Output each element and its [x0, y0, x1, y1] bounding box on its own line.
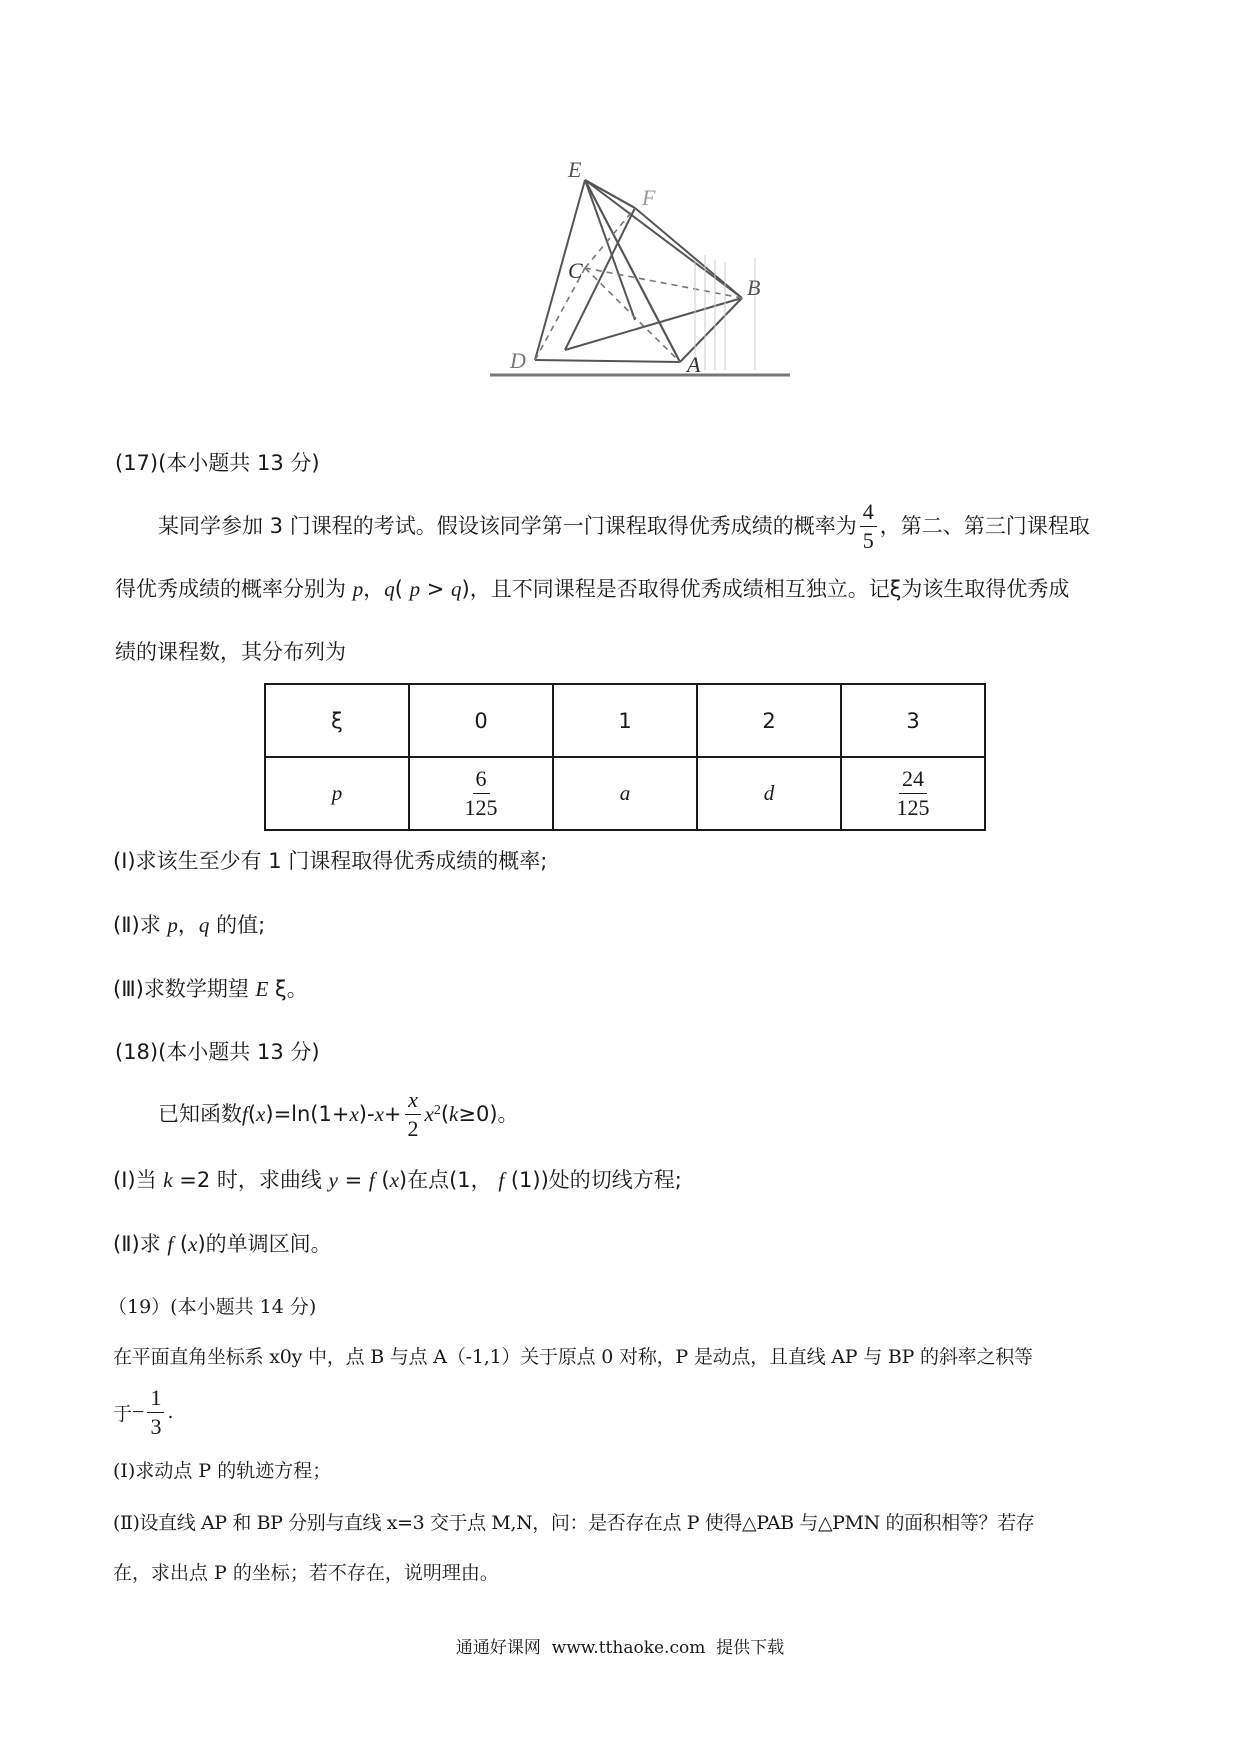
paren: (	[440, 1102, 450, 1126]
q18-part1	[113, 1165, 682, 1195]
q17-header: (17)(本小题共 13 分)	[115, 451, 320, 475]
plus: +	[383, 1102, 402, 1126]
paren: (	[394, 577, 410, 601]
t: (Ⅰ)当	[113, 1168, 164, 1192]
var-p: p	[352, 577, 364, 601]
var-p: p	[167, 913, 178, 937]
label-e: E	[568, 157, 582, 182]
q17-intro-b: ，第二、第三门课程取	[879, 514, 1090, 538]
paren: (	[247, 1102, 257, 1126]
frac-den: 2	[407, 1115, 419, 1141]
q17-line2	[115, 574, 1069, 604]
sep: ，	[363, 577, 385, 601]
table-cell: 0	[409, 684, 553, 757]
q18-given-a: 已知函数	[158, 1102, 242, 1126]
frac-num: 1	[147, 1386, 164, 1413]
exponent: 2	[433, 1103, 441, 1118]
table-cell: p	[265, 757, 409, 830]
table-cell: d	[697, 757, 841, 830]
q18-part2	[113, 1229, 332, 1259]
q17-line3: 绩的课程数，其分布列为	[115, 640, 346, 664]
label-f: F	[642, 185, 656, 210]
minus: −	[132, 1399, 145, 1424]
var-x: x	[374, 1102, 384, 1126]
t: )在点(1，	[398, 1168, 499, 1192]
q19-line2	[113, 1380, 173, 1444]
q17-part2-a: (Ⅱ)求	[113, 913, 168, 937]
fraction	[462, 767, 501, 820]
t: =	[337, 1168, 369, 1192]
q17-part3-b: ξ。	[268, 977, 308, 1001]
var-x: x	[256, 1102, 266, 1126]
var-q: q	[384, 577, 395, 601]
label-a: A	[687, 352, 701, 377]
q18-ln: )=ln(1+	[265, 1102, 350, 1126]
q18-header: (18)(本小题共 13 分)	[115, 1040, 320, 1064]
var-x: x	[349, 1102, 359, 1126]
q19-part2-line1: (Ⅱ)设直线 AP 和 BP 分别与直线 x=3 交于点 M,N，问：是否存在点 P 使得△PAB 与△PMN 的面积相等？若存	[113, 1512, 1035, 1534]
q18-fraction	[405, 1088, 422, 1141]
q17-line2-b: ，且不同课程是否取得优秀成绩相互独立。记ξ为该生取得优秀成	[469, 577, 1070, 601]
var-q: q	[451, 577, 462, 601]
t: =2 时，求曲线	[172, 1168, 329, 1192]
var-E: E	[255, 977, 269, 1001]
q17-line2-a: 得优秀成绩的概率分别为	[115, 577, 353, 601]
q17-part3	[113, 974, 308, 1004]
var-x: x	[389, 1168, 399, 1192]
minus: )-	[358, 1102, 375, 1126]
var-p: p	[409, 577, 421, 601]
var-k: k	[163, 1168, 173, 1192]
frac-num: 6	[473, 767, 490, 794]
geometry-figure	[490, 150, 810, 380]
q19-fraction	[147, 1386, 164, 1439]
q19-part1: (Ⅰ)求动点 P 的轨迹方程；	[113, 1460, 332, 1482]
t: (	[374, 1168, 390, 1192]
sep: ，	[177, 913, 199, 937]
var-f: f	[167, 1232, 174, 1256]
frac-den: 125	[896, 795, 930, 820]
q17-intro-a: 某同学参加 3 门课程的考试。假设该同学第一门课程取得优秀成绩的概率为	[158, 514, 857, 538]
label-b: B	[747, 275, 761, 300]
var-x: x	[188, 1232, 198, 1256]
q19-line1: 在平面直角坐标系 x0y 中，点 B 与点 A（-1,1）关于原点 0 对称，P 是动点，且直线 AP 与 BP 的斜率之积等	[113, 1346, 1033, 1368]
q17-part2	[113, 910, 265, 940]
q17-frac-den: 5	[862, 527, 874, 553]
var-f: f	[368, 1168, 375, 1192]
q17-part3-a: (Ⅲ)求数学期望	[113, 977, 256, 1001]
table-row	[265, 757, 985, 830]
table-cell: ξ	[265, 684, 409, 757]
t: .	[167, 1401, 174, 1423]
q17-fraction	[860, 500, 877, 553]
t: 于	[113, 1402, 133, 1425]
var-f: f	[498, 1168, 505, 1192]
fraction	[894, 767, 933, 820]
frac-num: 24	[899, 767, 927, 794]
frac-den: 125	[464, 795, 498, 820]
label-c: C	[568, 258, 583, 283]
table-cell: a	[553, 757, 697, 830]
var-q: q	[198, 913, 210, 937]
q19-header: （19）(本小题共 14 分)	[108, 1296, 317, 1318]
table-cell: 1	[553, 684, 697, 757]
table-cell: 2	[697, 684, 841, 757]
t: (1))处的切线方程;	[504, 1168, 682, 1192]
distribution-table	[264, 683, 986, 831]
frac-den: 3	[150, 1413, 162, 1439]
table-row	[265, 684, 985, 757]
q18-cond: ≥0)。	[458, 1102, 519, 1126]
q17-frac-num: 4	[860, 500, 877, 527]
var-f: f	[242, 1102, 248, 1126]
paren: )	[461, 577, 470, 601]
label-d: D	[510, 348, 526, 373]
q17-part2-b: 的值;	[209, 913, 266, 937]
q19-part2-line2: 在，求出点 P 的坐标；若不存在，说明理由。	[113, 1562, 499, 1584]
var-x: x	[424, 1102, 434, 1126]
var-y: y	[328, 1168, 338, 1192]
page-footer: 通通好课网 www.tthaoke.com 提供下载	[455, 1638, 785, 1658]
table-cell	[841, 757, 985, 830]
table-cell	[409, 757, 553, 830]
frac-num: x	[405, 1088, 421, 1115]
t: (	[173, 1232, 189, 1256]
q18-given	[158, 1082, 519, 1146]
q17-part1: (Ⅰ)求该生至少有 1 门课程取得优秀成绩的概率;	[113, 849, 548, 873]
t: )的单调区间。	[197, 1232, 332, 1256]
gt-sign: >	[420, 577, 452, 601]
q17-intro-line	[158, 496, 1090, 556]
table-cell: 3	[841, 684, 985, 757]
var-k: k	[449, 1102, 459, 1126]
t: (Ⅱ)求	[113, 1232, 168, 1256]
